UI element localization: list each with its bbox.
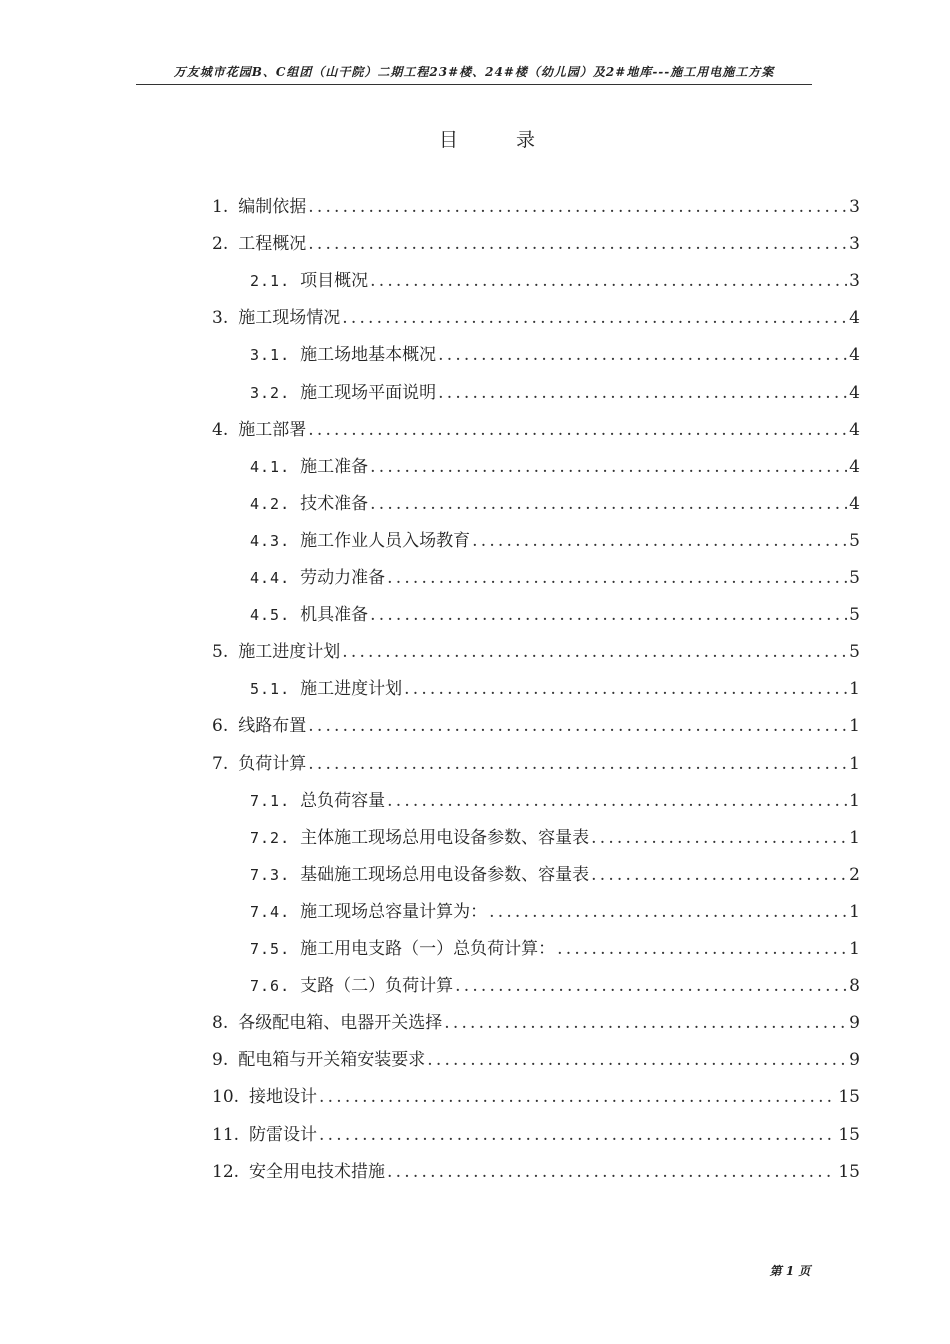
toc-entry-title: 施工场地基本概况 bbox=[300, 345, 437, 365]
toc-entry-page: 4 bbox=[849, 494, 860, 514]
toc-entry[interactable] bbox=[212, 306, 860, 330]
running-header-text: 万友城市花园B、C组团（山干院）二期工程23#楼、24#楼（幼儿园）及2#地库---施工用电施工方案 bbox=[173, 65, 775, 79]
toc-entry-number: 11. bbox=[212, 1125, 240, 1145]
toc-entry-number: 4.1. bbox=[250, 458, 291, 476]
toc-entry-number: 5.1. bbox=[250, 680, 291, 698]
toc-entry[interactable] bbox=[250, 566, 860, 590]
toc-leader-dots bbox=[489, 900, 847, 924]
toc-entry-title: 安全用电技术措施 bbox=[249, 1162, 386, 1182]
toc-leader-dots bbox=[557, 937, 847, 961]
toc-leader-dots bbox=[319, 1123, 836, 1147]
toc-leader-dots bbox=[591, 863, 847, 887]
toc-leader-dots bbox=[342, 306, 847, 330]
toc-entry-title: 工程概况 bbox=[238, 234, 307, 254]
toc-entry[interactable] bbox=[212, 1011, 860, 1035]
toc-entry-page: 4 bbox=[849, 345, 860, 365]
toc-entry[interactable] bbox=[250, 381, 860, 405]
toc-entry-page: 15 bbox=[838, 1162, 860, 1182]
toc-entry-number: 9. bbox=[212, 1050, 229, 1070]
toc-entry-number: 7.5. bbox=[250, 940, 291, 958]
toc-entry-page: 3 bbox=[849, 197, 860, 217]
toc-entry-number: 4.4. bbox=[250, 569, 291, 587]
toc-entry-number: 2. bbox=[212, 234, 229, 254]
toc-leader-dots bbox=[387, 566, 847, 590]
toc-entry[interactable] bbox=[250, 789, 860, 813]
toc-entry[interactable] bbox=[250, 677, 860, 701]
toc-entry-title: 施工准备 bbox=[300, 457, 369, 477]
toc-entry-title: 施工部署 bbox=[238, 420, 307, 440]
toc-entry-page: 1 bbox=[849, 716, 860, 736]
toc-entry[interactable] bbox=[212, 640, 860, 664]
toc-leader-dots bbox=[308, 752, 847, 776]
toc-entry-title: 基础施工现场总用电设备参数、容量表 bbox=[300, 865, 590, 885]
toc-entry[interactable] bbox=[212, 1048, 860, 1072]
toc-leader-dots bbox=[444, 1011, 847, 1035]
toc-entry-page: 2 bbox=[849, 865, 860, 885]
toc-entry[interactable] bbox=[250, 455, 860, 479]
toc-entry-page: 9 bbox=[849, 1013, 860, 1033]
toc-entry[interactable] bbox=[212, 1123, 860, 1147]
toc-entry[interactable] bbox=[212, 232, 860, 256]
toc-entry[interactable] bbox=[250, 974, 860, 998]
toc-entry-number: 7.6. bbox=[250, 977, 291, 995]
toc-entry-number: 7.3. bbox=[250, 866, 291, 884]
toc-entry-number: 3.1. bbox=[250, 346, 291, 364]
toc-leader-dots bbox=[591, 826, 847, 850]
toc-entry-page: 5 bbox=[849, 531, 860, 551]
toc-entry-title: 负荷计算 bbox=[238, 754, 307, 774]
toc-leader-dots bbox=[472, 529, 847, 553]
toc-entry-page: 9 bbox=[849, 1050, 860, 1070]
toc-title: 目 录 bbox=[438, 129, 562, 151]
toc-entry-page: 5 bbox=[849, 642, 860, 662]
toc-entry-number: 2.1. bbox=[250, 272, 291, 290]
toc-entry-number: 4.3. bbox=[250, 532, 291, 550]
toc-entry[interactable] bbox=[250, 900, 860, 924]
toc-entry-page: 4 bbox=[849, 457, 860, 477]
toc-entry-title: 施工现场平面说明 bbox=[300, 383, 437, 403]
toc-entry-number: 5. bbox=[212, 642, 229, 662]
toc-entry-number: 1. bbox=[212, 197, 229, 217]
toc-leader-dots bbox=[455, 974, 847, 998]
toc-entry[interactable] bbox=[250, 603, 860, 627]
toc-leader-dots bbox=[370, 603, 847, 627]
toc-entry-number: 3.2. bbox=[250, 384, 291, 402]
toc-entry-page: 4 bbox=[849, 308, 860, 328]
toc-leader-dots bbox=[387, 1160, 836, 1184]
toc-entry-number: 7.2. bbox=[250, 829, 291, 847]
toc-leader-dots bbox=[438, 343, 847, 367]
toc-entry-title: 主体施工现场总用电设备参数、容量表 bbox=[300, 828, 590, 848]
toc-leader-dots bbox=[308, 195, 847, 219]
toc-leader-dots bbox=[370, 455, 847, 479]
toc-entry-title: 接地设计 bbox=[249, 1087, 318, 1107]
toc-entry-page: 1 bbox=[849, 754, 860, 774]
toc-entry[interactable] bbox=[250, 937, 860, 961]
toc-entry-page: 1 bbox=[849, 939, 860, 959]
toc-entry-title: 施工进度计划 bbox=[300, 679, 403, 699]
toc-entry-title: 防雷设计 bbox=[249, 1125, 318, 1145]
toc-entry-title: 支路（二）负荷计算 bbox=[300, 976, 454, 996]
toc-entry-page: 1 bbox=[849, 679, 860, 699]
toc-entry-page: 1 bbox=[849, 791, 860, 811]
toc-entry[interactable] bbox=[250, 529, 860, 553]
running-header bbox=[136, 60, 812, 85]
toc-leader-dots bbox=[319, 1085, 836, 1109]
toc-entry-number: 7.1. bbox=[250, 792, 291, 810]
toc-entry-number: 3. bbox=[212, 308, 229, 328]
toc-entry-title: 施工现场总容量计算为： bbox=[300, 902, 488, 922]
toc-entry-page: 15 bbox=[838, 1087, 860, 1107]
toc-entry[interactable] bbox=[250, 863, 860, 887]
toc-entry[interactable] bbox=[212, 752, 860, 776]
toc-entry-number: 7. bbox=[212, 754, 229, 774]
toc-entry-title: 项目概况 bbox=[300, 271, 369, 291]
toc-leader-dots bbox=[370, 492, 847, 516]
toc-entry-title: 施工作业人员入场教育 bbox=[300, 531, 471, 551]
toc-entry-title: 机具准备 bbox=[300, 605, 369, 625]
toc-entry[interactable] bbox=[212, 418, 860, 442]
toc-leader-dots bbox=[438, 381, 847, 405]
toc-entry-page: 3 bbox=[849, 271, 860, 291]
toc-entry[interactable] bbox=[250, 492, 860, 516]
toc-entry-title: 施工用电支路（一）总负荷计算： bbox=[300, 939, 556, 959]
toc-leader-dots bbox=[387, 789, 847, 813]
toc-entry-page: 4 bbox=[849, 420, 860, 440]
toc-entry-title: 技术准备 bbox=[300, 494, 369, 514]
toc-entry-page: 15 bbox=[838, 1125, 860, 1145]
toc-entry-page: 4 bbox=[849, 383, 860, 403]
toc-entry-title: 施工进度计划 bbox=[238, 642, 341, 662]
toc-entry-title: 编制依据 bbox=[238, 197, 307, 217]
toc-entry-page: 5 bbox=[849, 568, 860, 588]
toc-leader-dots bbox=[370, 269, 847, 293]
toc-leader-dots bbox=[342, 640, 847, 664]
page-number: 第 1 页 bbox=[769, 1264, 811, 1278]
toc-entry-title: 施工现场情况 bbox=[238, 308, 341, 328]
toc-entry[interactable] bbox=[212, 714, 860, 738]
toc-entry-number: 10. bbox=[212, 1087, 240, 1107]
toc-entry-number: 4.2. bbox=[250, 495, 291, 513]
toc-entry-number: 4. bbox=[212, 420, 229, 440]
toc-entry-number: 6. bbox=[212, 716, 229, 736]
toc-entry[interactable] bbox=[250, 269, 860, 293]
toc-entry-page: 5 bbox=[849, 605, 860, 625]
toc-entry-number: 7.4. bbox=[250, 903, 291, 921]
toc-entry-number: 8. bbox=[212, 1013, 229, 1033]
toc-entry-title: 劳动力准备 bbox=[300, 568, 386, 588]
toc-entry[interactable] bbox=[212, 1160, 860, 1184]
toc-entry[interactable] bbox=[212, 1085, 860, 1109]
toc-entry-title: 配电箱与开关箱安装要求 bbox=[238, 1050, 426, 1070]
toc-leader-dots bbox=[404, 677, 847, 701]
toc-entry-title: 各级配电箱、电器开关选择 bbox=[238, 1013, 443, 1033]
toc-entry-page: 1 bbox=[849, 902, 860, 922]
toc-entry-title: 总负荷容量 bbox=[300, 791, 386, 811]
toc-entry-number: 4.5. bbox=[250, 606, 291, 624]
toc-entry[interactable] bbox=[250, 343, 860, 367]
toc-entry[interactable] bbox=[212, 195, 860, 219]
toc-entry-page: 8 bbox=[849, 976, 860, 996]
toc-leader-dots bbox=[427, 1048, 847, 1072]
toc-entry-page: 1 bbox=[849, 828, 860, 848]
toc-leader-dots bbox=[308, 418, 847, 442]
toc-entry-title: 线路布置 bbox=[238, 716, 307, 736]
toc-entry[interactable] bbox=[250, 826, 860, 850]
toc-leader-dots bbox=[308, 714, 847, 738]
toc-entry-number: 12. bbox=[212, 1162, 240, 1182]
toc-leader-dots bbox=[308, 232, 847, 256]
toc-entry-page: 3 bbox=[849, 234, 860, 254]
